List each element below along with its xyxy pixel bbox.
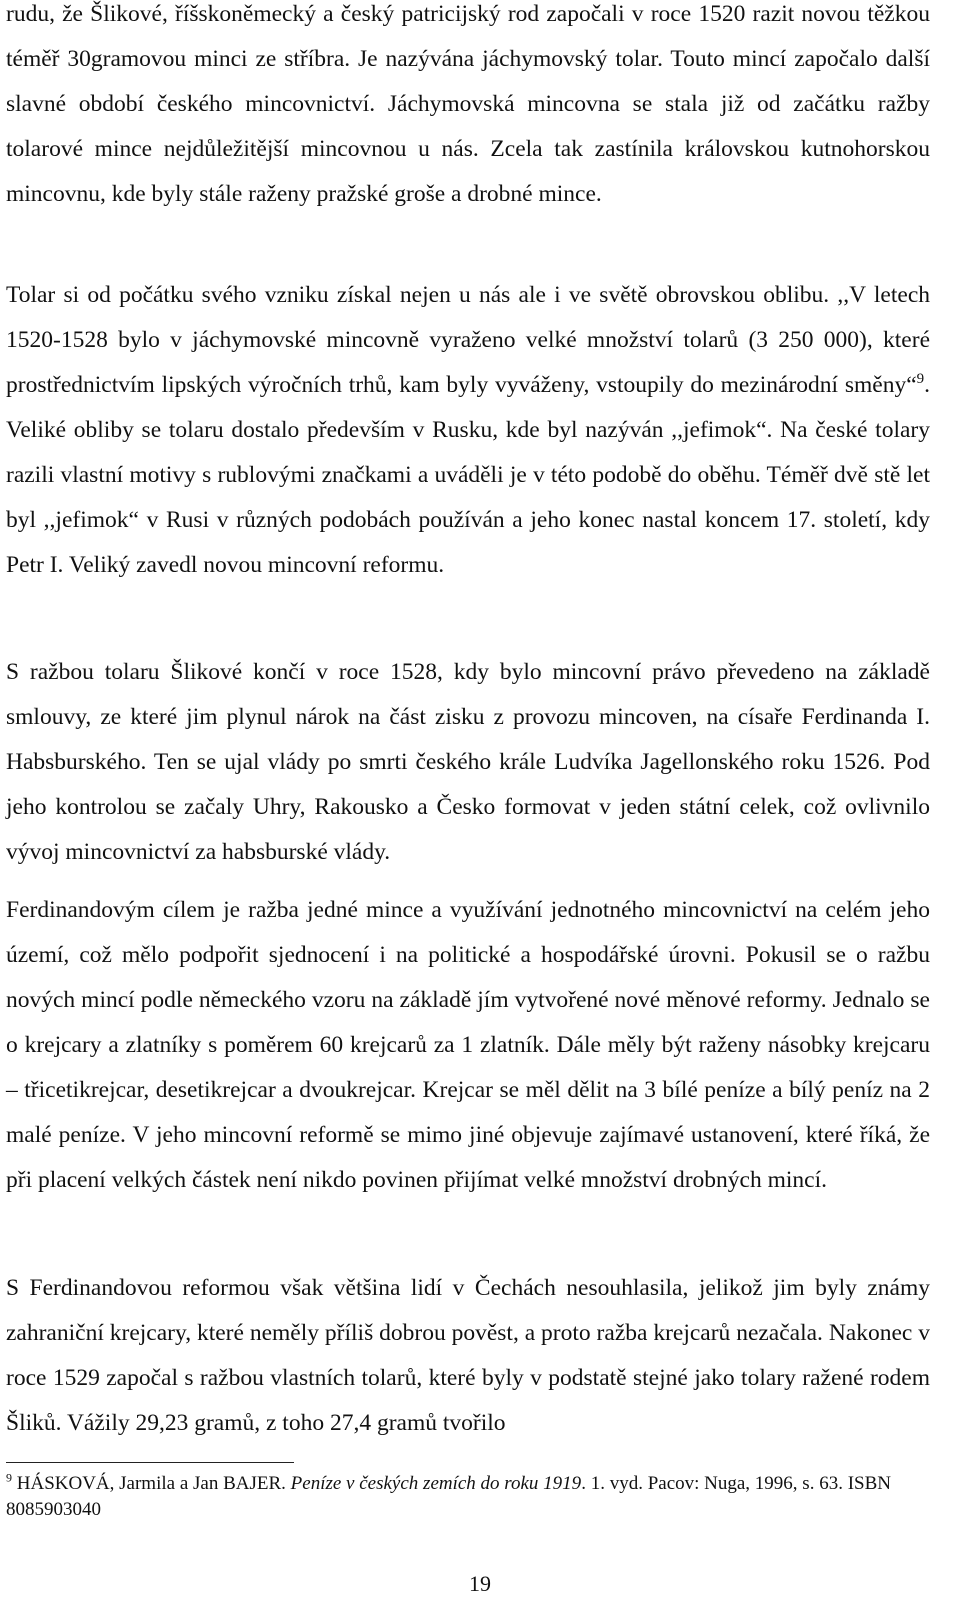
footnote-authors: HÁSKOVÁ, Jarmila a Jan BAJER.	[16, 1473, 286, 1494]
footnote-details: . 1. vyd. Pacov: Nuga, 1996, s. 63. ISBN 8085903040	[6, 1473, 891, 1520]
paragraph-2	[6, 273, 930, 588]
footnote-reference: 9	[916, 371, 925, 388]
paragraph-5: S Ferdinandovou reformou však většina lidí v Čechách nesouhlasila, jelikož jim byly známy zahraniční krejcary, které neměly příliš dobrou pověst, a proto ražba krejcarů nezačala. Nakonec v roce 1529 započal s ražbou vlastních tolarů, které byly v podstatě stejné jako tolary ražené rodem Šliků. Vážily 29,23 gramů, z toho 27,4 gramů tvořilo	[6, 1275, 930, 1436]
paragraph-2-text-a: Tolar si od počátku svého vzniku získal nejen u nás ale i ve světě obrovskou oblibu. ,,V letech 1520-1528 bylo v jáchymovské mincovně vyraženo velké množství tolarů (3 250 000), které prostřednictvím lipských výročních trhů, kam byly vyváženy, vstoupily do mezinárodní směny“	[6, 282, 930, 398]
footnote-number: 9	[6, 1470, 12, 1485]
paragraph-2-text-b: . Veliké obliby se tolaru dostalo především v Rusku, kde byl nazýván ,,jefimok“. Na české tolary razili vlastní motivy s rublovými značkami a uváděli je v této podobě do oběhu. Téměř dvě stě let byl ,,jefimok“ v Rusi v různých podobách používán a jeho konec nastal koncem 17. století, kdy Petr I. Veliký zavedl novou mincovní reformu.	[6, 372, 930, 578]
footnote-divider	[6, 1462, 294, 1463]
footnote	[6, 1471, 930, 1523]
page-number: 19	[469, 1571, 491, 1596]
paragraph-1: rudu, že Šlikové, říšskoněmecký a český patricijský rod započali v roce 1520 razit novou těžkou téměř 30gramovou minci ze stříbra. Je nazývána jáchymovský tolar. Touto mincí započalo další slavné období českého mincovnictví. Jáchymovská mincovna se stala již od začátku ražby tolarové mince nejdůležitější mincovnou u nás. Zcela tak zastínila královskou kutnohorskou mincovnu, kde byly stále raženy pražské groše a drobné mince.	[6, 1, 930, 207]
footnote-title: Peníze v českých zemích do roku 1919	[290, 1473, 582, 1494]
paragraph-4: Ferdinandovým cílem je ražba jedné mince a využívání jednotného mincovnictví na celém jeho území, což mělo podpořit sjednocení i na politické a hospodářské úrovni. Pokusil se o ražbu nových mincí podle německého vzoru na základě jím vytvořené nové měnové reformy. Jednalo se o krejcary a zlatníky s poměrem 60 krejcarů za 1 zlatník. Dále měly být raženy násobky krejcaru – třicetikrejcar, desetikrejcar a dvoukrejcar. Krejcar se měl dělit na 3 bílé peníze a bílý peníz na 2 malé peníze. V jeho mincovní reformě se mimo jiné objevuje zajímavé ustanovení, které říká, že při placení velkých částek není nikdo povinen přijímat velké množství drobných mincí.	[6, 897, 930, 1193]
paragraph-3: S ražbou tolaru Šlikové končí v roce 1528, kdy bylo mincovní právo převedeno na základě smlouvy, ze které jim plynul nárok na část zisku z provozu mincoven, na císaře Ferdinanda I. Habsburského. Ten se ujal vlády po smrti českého krále Ludvíka Jagellonského roku 1526. Pod jeho kontrolou se začaly Uhry, Rakousko a Česko formovat v jeden státní celek, což ovlivnilo vývoj mincovnictví za habsburské vlády.	[6, 659, 930, 865]
